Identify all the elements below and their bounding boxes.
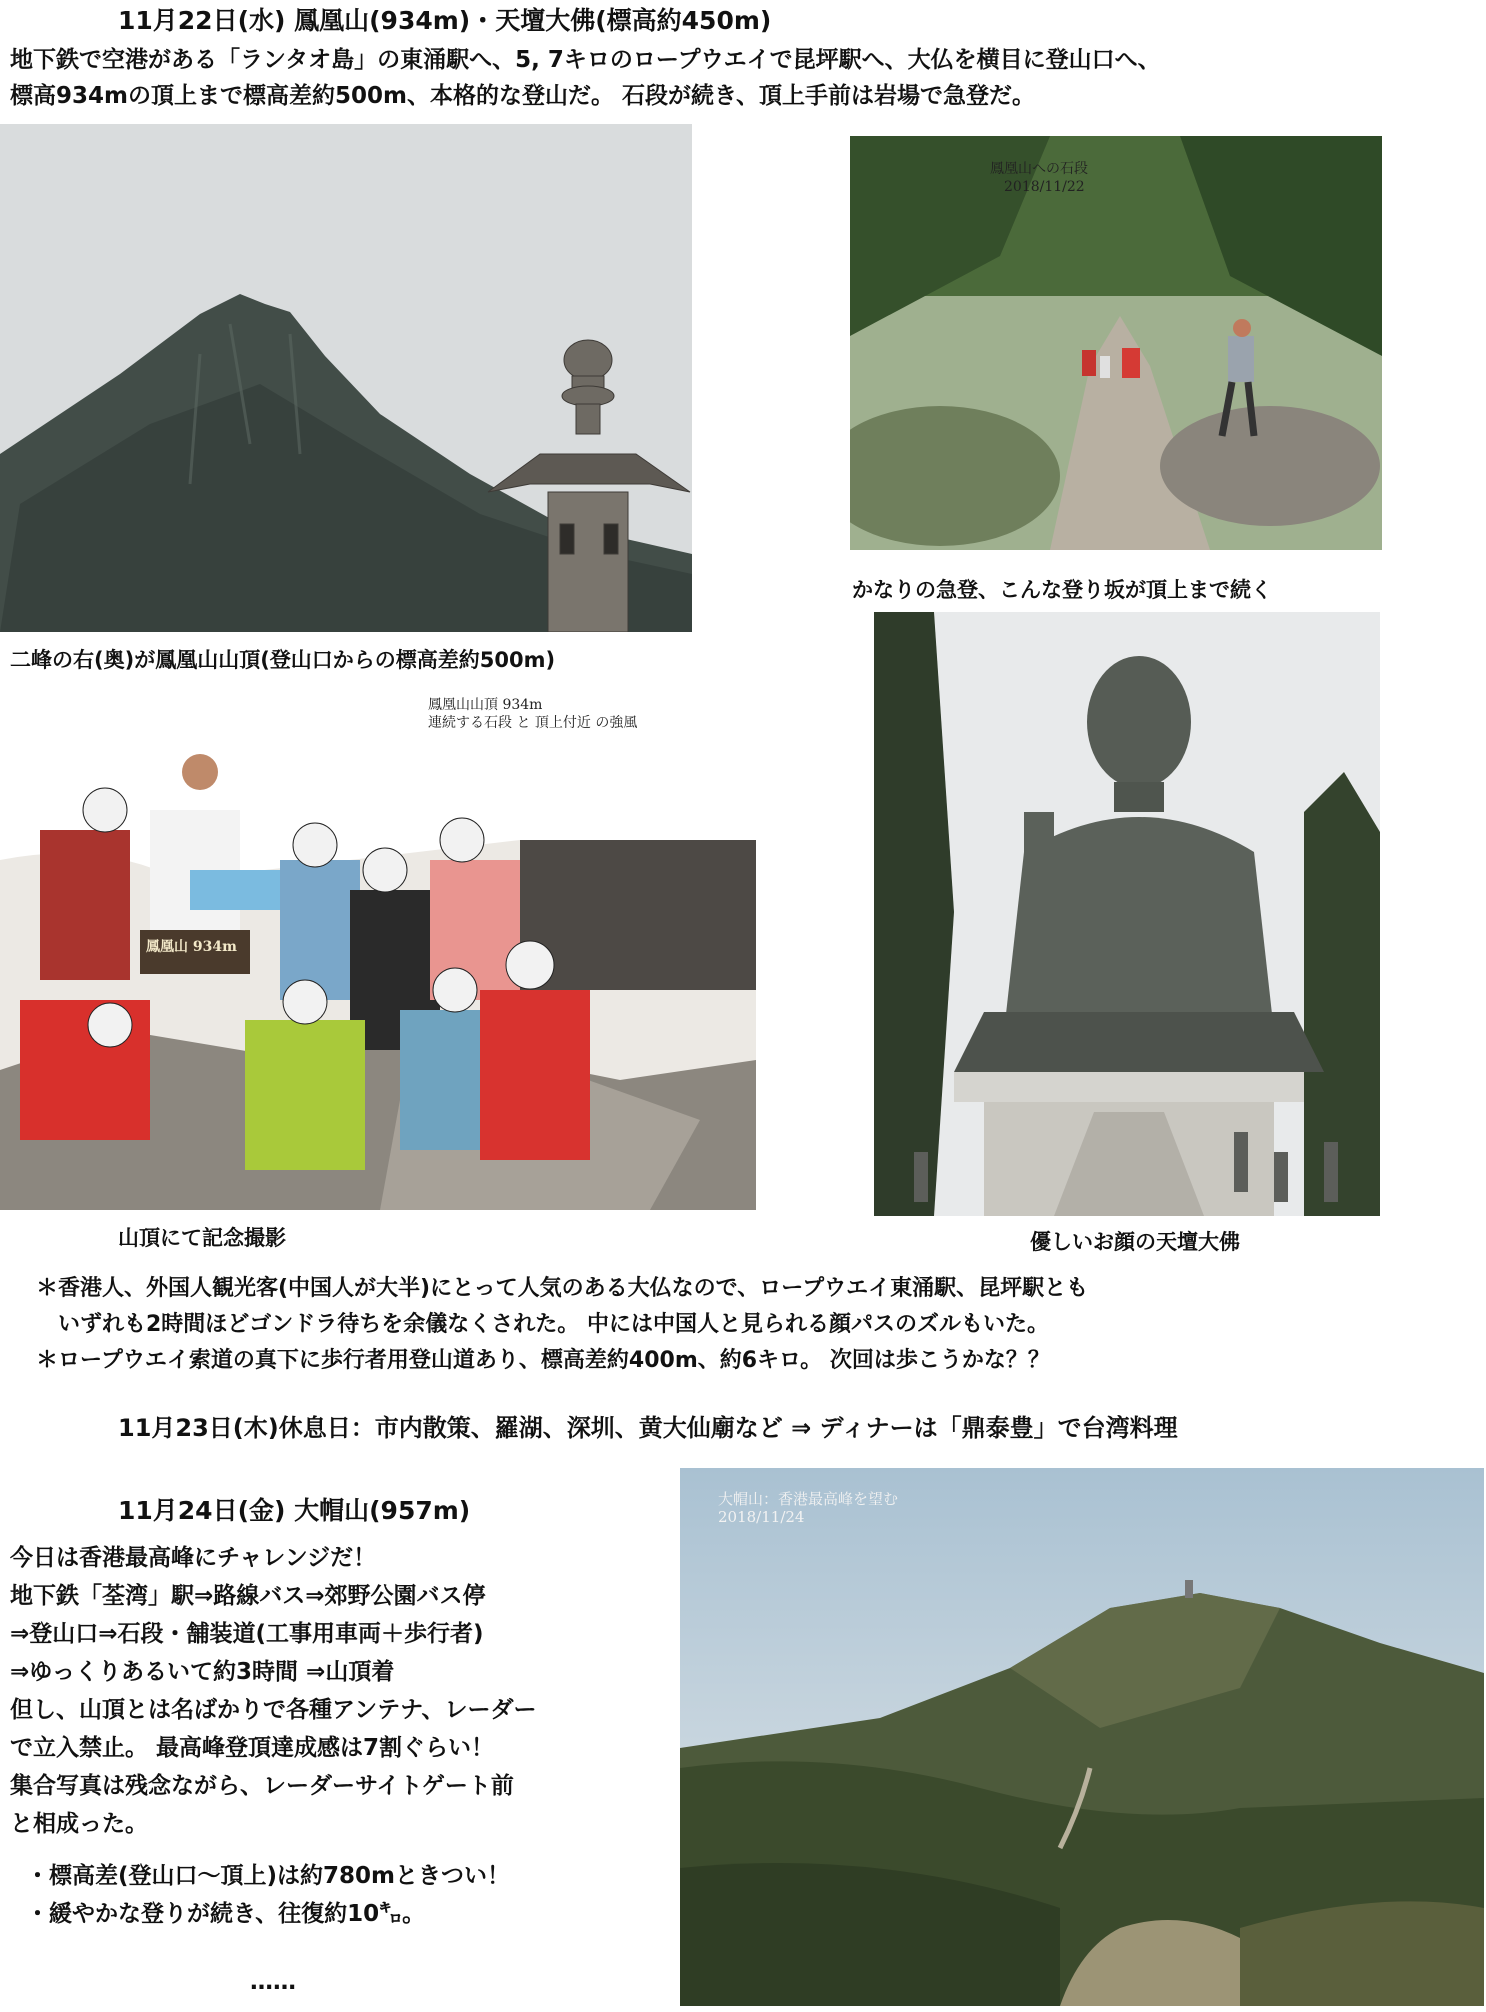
note-line-2: いずれも2時間ほどゴンドラ待ちを余儀なくされた。 中には中国人と見られる顔パスのズルもいた。 xyxy=(36,1312,1049,1337)
taimoshan-photo xyxy=(680,1468,1484,2006)
section3-line-1: 今日は香港最高峰にチャレンジだ！ xyxy=(10,1545,377,1571)
section3-ellipsis: …… xyxy=(250,1969,296,1995)
section3-line-9: ・標高差(登山口～頂上)は約780mときつい！ xyxy=(26,1863,510,1889)
mountain-photo xyxy=(0,124,692,632)
note-line-1: ＊香港人、外国人観光客(中国人が大半)にとって人気のある大仏なので、ロープウエイ東涌駅、昆坪駅とも xyxy=(36,1276,1089,1301)
section3-line-8: と相成った。 xyxy=(10,1811,148,1837)
section3-line-5: 但し、山頂とは名ばかりで各種アンテナ、レーダー xyxy=(10,1697,537,1723)
trail-photo-overlay-1: 鳳凰山への石段 xyxy=(990,161,1088,177)
trail-photo-overlay-2: 2018/11/22 xyxy=(1004,179,1085,195)
summit-overlay-1: 鳳凰山山頂 934m xyxy=(428,697,543,713)
buddha-photo-caption: 優しいお顔の天壇大佛 xyxy=(1030,1230,1240,1254)
intro-line-2: 標高934mの頂上まで標高差約500m、本格的な登山だ。 石段が続き、頂上手前は岩場で急登だ。 xyxy=(10,83,1036,109)
section3-line-2: 地下鉄「荃湾」駅⇒路線バス⇒郊野公園バス停 xyxy=(10,1583,486,1609)
summit-sign: 鳳凰山 934m xyxy=(146,939,237,955)
summit-group-photo xyxy=(0,740,756,1210)
intro-line-1: 地下鉄で空港がある「ランタオ島」の東涌駅へ、5, 7キロのロープウエイで昆坪駅へ、大仏を横目に登山口へ、 xyxy=(10,47,1161,73)
buddha-photo xyxy=(874,612,1380,1216)
summit-overlay-2: 連続する石段 と 頂上付近 の強風 xyxy=(428,715,638,731)
section3-line-7: 集合写真は残念ながら、レーダーサイトゲート前 xyxy=(10,1773,514,1799)
section3-line-4: ⇒ゆっくりあるいて約3時間 ⇒山頂着 xyxy=(10,1659,395,1685)
trail-photo-caption: かなりの急登、こんな登り坂が頂上まで続く xyxy=(852,578,1272,602)
section3-line-6: で立入禁止。 最高峰登頂達成感は7割ぐらい！ xyxy=(10,1735,495,1761)
note-line-3: ＊ロープウエイ索道の真下に歩行者用登山道あり、標高差約400m、約6キロ。 次回は歩こうかな？？ xyxy=(36,1348,1050,1373)
taimoshan-overlay-1: 大帽山：香港最高峰を望む xyxy=(718,1490,899,1508)
taimoshan-overlay-2: 2018/11/24 xyxy=(718,1508,805,1526)
section2-line: 11月23日(木)休息日：市内散策、羅湖、深圳、黄大仙廟など ⇒ ディナーは「鼎泰豊」で台湾料理 xyxy=(118,1414,1178,1442)
section3-line-10: ・緩やかな登りが続き、往復約10㌔。 xyxy=(26,1901,426,1927)
trail-photo xyxy=(850,136,1382,550)
section3-title: 11月24日(金) 大帽山(957m) xyxy=(118,1496,471,1525)
mountain-photo-caption: 二峰の右(奥)が鳳凰山山頂(登山口からの標高差約500m) xyxy=(10,648,556,672)
section3-line-3: ⇒登山口⇒石段・舗装道(工事用車両＋歩行者) xyxy=(10,1621,484,1647)
summit-photo-caption: 山頂にて記念撮影 xyxy=(118,1226,286,1250)
section-title-nov22: 11月22日(水) 鳳凰山(934m)・天壇大佛(標高約450m) xyxy=(118,6,772,35)
